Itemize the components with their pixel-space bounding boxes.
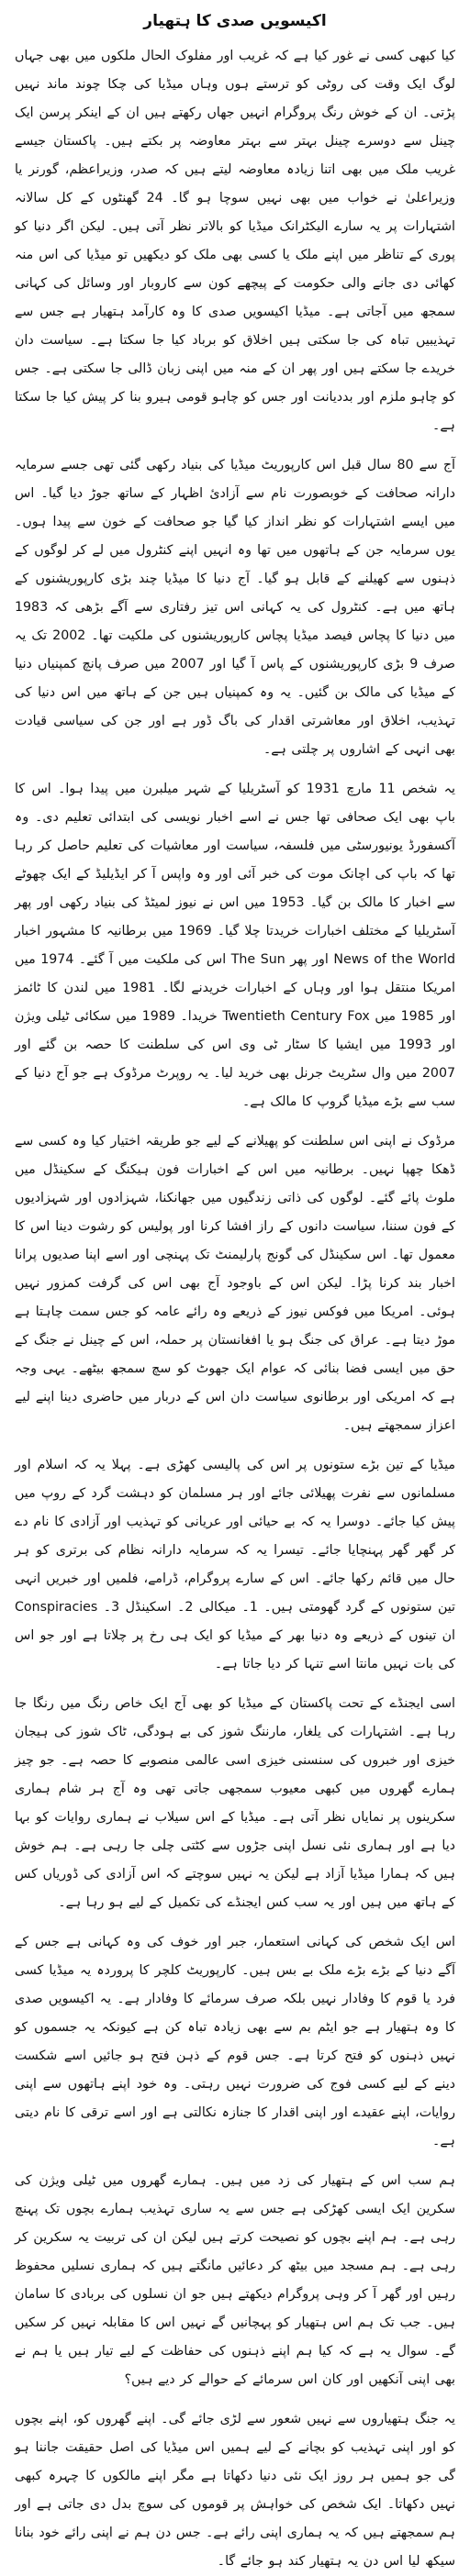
article-paragraph: اسی ایجنڈے کے تحت پاکستان کے میڈیا کو بھی آج ایک خاص رنگ میں رنگا جا رہا ہے۔ اشتہارات کی یلغار، مارننگ شوز کی بے ہودگی، ٹاک شوز کی ہیجان خیزی اور خبروں کی سنسنی خیزی اسی عالمی منصوبے کا حصہ ہے۔ جو چیز ہمارے گھروں میں کبھی معیوب سمجھی جاتی تھی وہ آج ہر شام ہماری سکرینوں پر نمایاں نظر آتی ہے۔ میڈیا کے اس سیلاب نے ہماری روایات کو بہا دیا ہے اور ہماری نئی نسل اپنی جڑوں سے کٹتی چلی جا رہی ہے۔ ہم خوش ہیں کہ ہمارا میڈیا آزاد ہے لیکن یہ نہیں سوچتے کہ اس آزادی کی ڈوریاں کس کے ہاتھ میں ہیں اور یہ سب کس ایجنڈے کی تکمیل کے لیے ہو رہا ہے۔ — [15, 1695, 455, 1910]
article-paragraph: اس ایک شخص کی کہانی استعمار، جبر اور خوف کی وہ کہانی ہے جس کے آگے دنیا کے بڑے بڑے ملک بے بس ہیں۔ کارپوریٹ کلچر کا پروردہ یہ میڈیا کسی فرد یا قوم کا وفادار نہیں بلکہ صرف سرمائے کا وفادار ہے۔ یہ اکیسویں صدی کا وہ ہتھیار ہے جو ایٹم بم سے بھی زیادہ تباہ کن ہے کیونکہ یہ جسموں کو نہیں ذہنوں کو فتح کرتا ہے۔ جس قوم کے ذہن فتح ہو جائیں اسے شکست دینے کے لیے کسی فوج کی ضرورت نہیں رہتی۔ وہ خود اپنے ہاتھوں سے اپنی روایات، اپنے عقیدے اور اپنی اقدار کا جنازہ نکالتی ہے اور اسے ترقی کا نام دیتی ہے۔ — [15, 1934, 455, 2149]
article-body — [15, 42, 455, 2576]
article-paragraph: ہم سب اس کے ہتھیار کی زد میں ہیں۔ ہمارے گھروں میں ٹیلی ویژن کی سکرین ایک ایسی کھڑکی ہے جس سے یہ ساری تہذیب ہمارے بچوں تک پہنچ رہی ہے۔ ہم اپنے بچوں کو نصیحت کرتے ہیں لیکن ان کی تربیت یہ سکرین کر رہی ہے۔ ہم مسجد میں بیٹھ کر دعائیں مانگتے ہیں کہ ہماری نسلیں محفوظ رہیں اور گھر آ کر وہی پروگرام دیکھتے ہیں جو ان نسلوں کی بربادی کا سامان ہیں۔ جب تک ہم اس ہتھیار کو پہچانیں گے نہیں اس کا مقابلہ نہیں کر سکیں گے۔ سوال یہ ہے کہ کیا ہم اپنے ذہنوں کی حفاظت کے لیے تیار ہیں یا ہم نے بھی اپنی آنکھیں اور کان اس سرمائے کے حوالے کر دیے ہیں؟ — [15, 2172, 455, 2387]
article-paragraph: میڈیا کے تین بڑے ستونوں پر اس کی پالیسی کھڑی ہے۔ پہلا یہ کہ اسلام اور مسلمانوں سے نفرت پھیلائی جائے اور ہر مسلمان کو دہشت گرد کے روپ میں پیش کیا جائے۔ دوسرا یہ کہ بے حیائی اور عریانی کو تہذیب اور آزادی کا نام دے کر گھر گھر پہنچایا جائے۔ تیسرا یہ کہ سرمایہ دارانہ نظام کی برتری کو ہر حال میں قائم رکھا جائے۔ اس کے سارے پروگرام، ڈرامے، فلمیں اور خبریں انہی تین ستونوں کے گرد گھومتی ہیں۔ 1۔ میکالی 2۔ اسکینڈل 3۔ Conspiracies ان تینوں کے ذریعے وہ دنیا بھر کے میڈیا کو ایک ہی رخ پر چلاتا ہے اور جو اس کی بات نہیں مانتا اسے تنہا کر دیا جاتا ہے۔ — [15, 1457, 455, 1671]
article-paragraph: یہ جنگ ہتھیاروں سے نہیں شعور سے لڑی جائے گی۔ اپنے گھروں کو، اپنے بچوں کو اور اپنی تہذیب کو بچانے کے لیے ہمیں اس میڈیا کی اصل حقیقت جاننا ہو گی جو ہمیں ہر روز ایک نئی دنیا دکھاتا ہے مگر اپنے مالکوں کا چہرہ کبھی نہیں دکھاتا۔ ایک شخص کی خواہش پر قوموں کی سوچ بدل دی جاتی ہے اور ہم سمجھتے ہیں کہ یہ ہماری اپنی رائے ہے۔ جس دن ہم نے اپنی رائے خود بنانا سیکھ لیا اس دن یہ ہتھیار کند ہو جائے گا۔ — [15, 2411, 455, 2569]
article-paragraph: آج سے 80 سال قبل اس کارپوریٹ میڈیا کی بنیاد رکھی گئی تھی جسے سرمایہ دارانہ صحافت کے خوبصورت نام سے آزادیٔ اظہار کے ساتھ جوڑ دیا گیا۔ اس میں ایسے اشتہارات کو نظر انداز کیا گیا جو صحافت کے خون سے پیدا ہوں۔ یوں سرمایہ جن کے ہاتھوں میں تھا وہ انہیں اپنے کنٹرول میں لے کر لوگوں کے ذہنوں سے کھیلنے کے قابل ہو گیا۔ آج دنیا کا میڈیا چند بڑی کارپوریشنوں کے ہاتھ میں ہے۔ کنٹرول کی یہ کہانی اس تیز رفتاری سے آگے بڑھی کہ 1983 میں دنیا کا پچاس فیصد میڈیا پچاس کارپوریشنوں کی ملکیت تھا۔ 2002 تک یہ صرف 9 بڑی کارپوریشنوں کے پاس آ گیا اور 2007 میں صرف پانچ کمپنیاں دنیا کے میڈیا کی مالک بن گئیں۔ یہ وہ کمپنیاں ہیں جن کے ہاتھ میں اس دنیا کی تہذیب، اخلاق اور معاشرتی اقدار کی باگ ڈور ہے اور جن کی سیاسی قیادت بھی انہی کے اشاروں پر چلتی ہے۔ — [15, 457, 455, 757]
article-paragraph: یہ شخص 11 مارچ 1931 کو آسٹریلیا کے شہر میلبرن میں پیدا ہوا۔ اس کا باپ بھی ایک صحافی تھا جس نے اسے اخبار نویسی کی ابتدائی تعلیم دی۔ وہ آکسفورڈ یونیورسٹی میں فلسفہ، سیاست اور معاشیات کی تعلیم حاصل کر رہا تھا کہ باپ کی اچانک موت کی خبر آئی اور وہ واپس آ کر ایڈیلیڈ کے ایک چھوٹے سے اخبار کا مالک بن گیا۔ 1953 میں اس نے نیوز لمیٹڈ کی بنیاد رکھی اور پھر آسٹریلیا کے مختلف اخبارات خریدتا چلا گیا۔ 1969 میں برطانیہ کا مشہور اخبار News of the World اور پھر The Sun اس کی ملکیت میں آ گئے۔ 1974 میں امریکا منتقل ہوا اور وہاں کے اخبارات خریدنے لگا۔ 1981 میں لندن کا ٹائمز اور 1985 میں Twentieth Century Fox خریدا۔ 1989 میں سکائی ٹیلی ویژن اور 1993 میں ایشیا کا سٹار ٹی وی اس کی سلطنت کا حصہ بن گئے اور 2007 میں وال سٹریٹ جرنل بھی خرید لیا۔ یہ روپرٹ مرڈوک ہے جو آج دنیا کے سب سے بڑے میڈیا گروپ کا مالک ہے۔ — [15, 781, 456, 1109]
article-paragraph: مرڈوک نے اپنی اس سلطنت کو پھیلانے کے لیے جو طریقہ اختیار کیا وہ کسی سے ڈھکا چھپا نہیں۔ برطانیہ میں اس کے اخبارات فون ہیکنگ کے سکینڈل میں ملوث پائے گئے۔ لوگوں کی ذاتی زندگیوں میں جھانکنا، شہزادوں اور شہزادیوں کے فون سننا، سیاست دانوں کے راز افشا کرنا اور پولیس کو رشوت دینا اس کا معمول تھا۔ اس سکینڈل کی گونج پارلیمنٹ تک پہنچی اور اسے اپنا صدیوں پرانا اخبار بند کرنا پڑا۔ لیکن اس کے باوجود آج بھی اس کی گرفت کمزور نہیں ہوئی۔ امریکا میں فوکس نیوز کے ذریعے وہ رائے عامہ کو جس سمت چاہتا ہے موڑ دیتا ہے۔ عراق کی جنگ ہو یا افغانستان پر حملہ، اس کے چینل نے جنگ کے حق میں ایسی فضا بنائی کہ عوام ایک جھوٹ کو سچ سمجھ بیٹھے۔ یہی وجہ ہے کہ امریکی اور برطانوی سیاست دان اس کے دربار میں حاضری دینا اپنے لیے اعزاز سمجھتے ہیں۔ — [15, 1133, 455, 1433]
article-paragraph: کیا کبھی کسی نے غور کیا ہے کہ غریب اور مفلوک الحال ملکوں میں بھی جہاں لوگ ایک وقت کی روٹی کو ترستے ہوں وہاں میڈیا کی چکا چوند ماند نہیں پڑتی۔ ان کے خوش رنگ پروگرام انہیں جھاں رکھتے ہیں ان کے اینکر پرسن ایک چینل سے دوسرے چینل بہتر سے بہتر معاوضہ پر بکتے ہیں۔ پاکستان جیسے غریب ملک میں بھی اتنا زیادہ معاوضہ لیتے ہیں کہ صدر، وزیراعظم، گورنر یا وزیراعلیٰ نے خواب میں بھی نہیں سوچا ہو گا۔ 24 گھنٹوں کے کل سالانہ اشتہارات پر یہ سارے الیکٹرانک میڈیا کو بالاتر نظر آتی ہیں۔ لیکن اگر دنیا کو پوری کے تناظر میں اپنے ملک یا کسی بھی ملک کو دیکھیں تو میڈیا کی اس منہ کھائی دی جانے والی حکومت کے پیچھے کون سے کاروبار اور وسائل کی کہانی سمجھ میں آجاتی ہے۔ میڈیا اکیسویں صدی کا وہ کارآمد ہتھیار ہے جس سے تہذیبیں تباہ کی جا سکتی ہیں اخلاق کو برباد کیا جا سکتا ہے۔ سیاست دان خریدے جا سکتے ہیں اور پھر ان کے منہ میں اپنی زبان ڈالی جا سکتی ہے۔ جس کو چاہو ملزم اور بددیانت اور جس کو چاہو قومی ہیرو بنا کر پیش کیا جا سکتا ہے۔ — [15, 48, 455, 433]
article-title: اکیسویں صدی کا ہتھیار — [143, 12, 327, 30]
